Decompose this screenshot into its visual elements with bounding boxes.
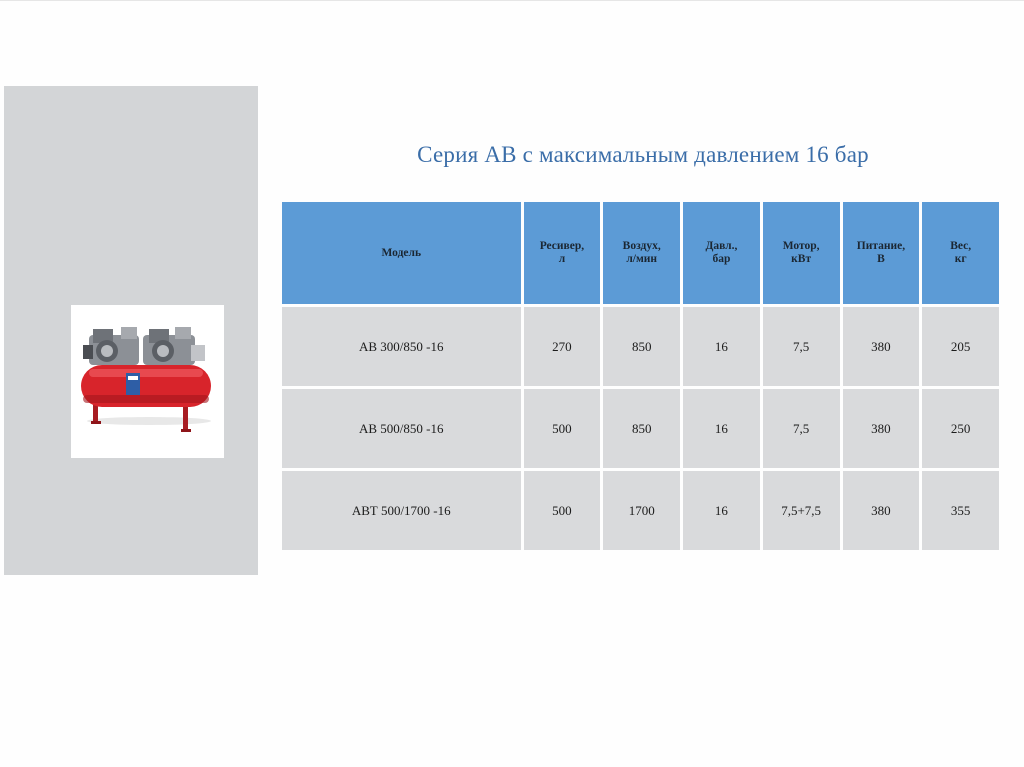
- compressor-image: [71, 305, 224, 458]
- cell-motor: 7,5+7,5: [763, 471, 840, 550]
- cell-pressure: 16: [683, 471, 760, 550]
- table-header-row: [282, 202, 999, 304]
- cell-weight: 250: [922, 389, 999, 468]
- table-row: [282, 389, 999, 468]
- cell-air: 850: [603, 389, 680, 468]
- header-receiver: Ресивер, л: [524, 202, 601, 304]
- slide-top-edge: [0, 0, 1024, 1]
- cell-weight: 205: [922, 307, 999, 386]
- table-row: [282, 471, 999, 550]
- cell-weight: 355: [922, 471, 999, 550]
- cell-model: АВ 300/850 -16: [282, 307, 521, 386]
- header-power: Питание, В: [843, 202, 920, 304]
- cell-motor: 7,5: [763, 307, 840, 386]
- cell-model: АВТ 500/1700 -16: [282, 471, 521, 550]
- cell-receiver: 500: [524, 389, 601, 468]
- header-motor: Мотор, кВт: [763, 202, 840, 304]
- cell-power: 380: [843, 307, 920, 386]
- cell-air: 850: [603, 307, 680, 386]
- cell-motor: 7,5: [763, 389, 840, 468]
- specs-table: [279, 199, 1002, 553]
- table-row: [282, 307, 999, 386]
- header-weight: Вес, кг: [922, 202, 999, 304]
- header-air: Воздух, л/мин: [603, 202, 680, 304]
- header-model: Модель: [282, 202, 521, 304]
- cell-pressure: 16: [683, 307, 760, 386]
- cell-model: АВ 500/850 -16: [282, 389, 521, 468]
- cell-power: 380: [843, 471, 920, 550]
- cell-receiver: 270: [524, 307, 601, 386]
- header-pressure: Давл., бар: [683, 202, 760, 304]
- page-title: Серия АВ с максимальным давлением 16 бар: [417, 142, 869, 167]
- cell-receiver: 500: [524, 471, 601, 550]
- cell-power: 380: [843, 389, 920, 468]
- cell-pressure: 16: [683, 389, 760, 468]
- cell-air: 1700: [603, 471, 680, 550]
- compressor-photo: [71, 305, 224, 458]
